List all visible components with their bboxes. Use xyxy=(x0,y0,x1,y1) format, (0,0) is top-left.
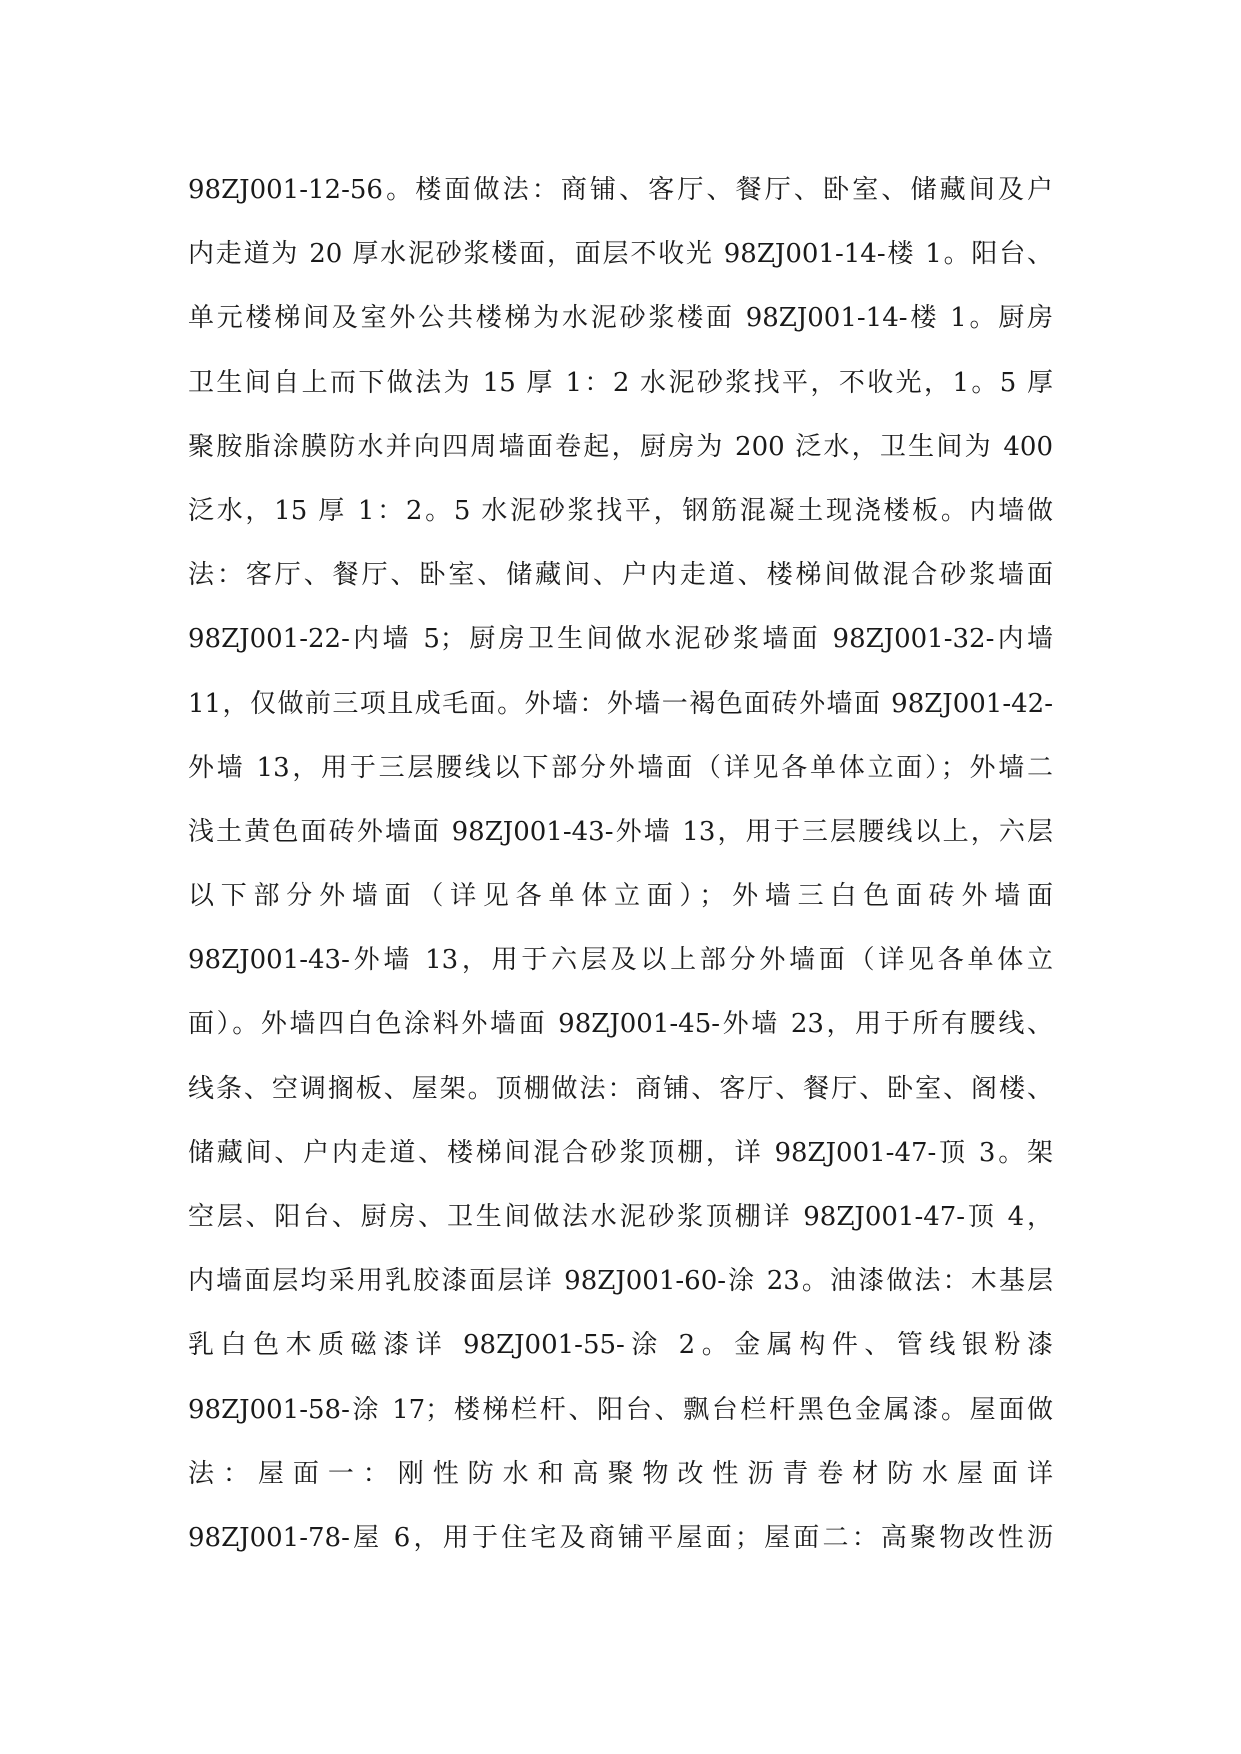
text-line: 储藏间、户内走道、楼梯间混合砂浆顶棚，详 98ZJ001-47-顶 3。架 xyxy=(188,1137,1053,1168)
text-line: 空层、阳台、厨房、卫生间做法水泥砂浆顶棚详 98ZJ001-47-顶 4， xyxy=(188,1202,1053,1232)
text-line: 98ZJ001-58-涂 17；楼梯栏杆、阳台、飘台栏杆黑色金属漆。屋面做 xyxy=(188,1394,1053,1425)
text-line: 98ZJ001-22-内墙 5；厨房卫生间做水泥砂浆墙面 98ZJ001-32-内墙 xyxy=(188,624,1053,655)
text-line: 卫生间自上而下做法为 15 厚 1：2 水泥砂浆找平，不收光，1。5 厚 xyxy=(188,367,1053,398)
text-line: 泛水，15 厚 1：2。5 水泥砂浆找平，钢筋混凝土现浇楼板。内墙做 xyxy=(188,495,1053,526)
text-line: 内墙面层均采用乳胶漆面层详 98ZJ001-60-涂 23。油漆做法：木基层 xyxy=(188,1266,1053,1297)
text-line: 98ZJ001-43-外墙 13，用于六层及以上部分外墙面（详见各单体立 xyxy=(188,945,1053,976)
text-line: 外墙 13，用于三层腰线以下部分外墙面（详见各单体立面）；外墙二 xyxy=(188,752,1053,783)
text-line: 以下部分外墙面（详见各单体立面）；外墙三白色面砖外墙面 xyxy=(188,881,1053,912)
text-line: 11，仅做前三项且成毛面。外墙：外墙一褐色面砖外墙面 98ZJ001-42- xyxy=(188,688,1053,719)
text-line: 法：屋面一：刚性防水和高聚物改性沥青卷材防水屋面详 xyxy=(188,1458,1053,1489)
text-line: 内走道为 20 厚水泥砂浆楼面，面层不收光 98ZJ001-14-楼 1。阳台、 xyxy=(188,239,1053,270)
text-line: 98ZJ001-12-56。楼面做法：商铺、客厅、餐厅、卧室、储藏间及户 xyxy=(188,175,1053,205)
text-line: 98ZJ001-78-屋 6，用于住宅及商铺平屋面；屋面二：高聚物改性沥 xyxy=(188,1522,1053,1553)
text-line: 浅土黄色面砖外墙面 98ZJ001-43-外墙 13，用于三层腰线以上，六层 xyxy=(188,816,1053,847)
text-line: 聚胺脂涂膜防水并向四周墙面卷起，厨房为 200 泛水，卫生间为 400 xyxy=(188,431,1053,462)
text-line: 单元楼梯间及室外公共楼梯为水泥砂浆楼面 98ZJ001-14-楼 1。厨房 xyxy=(188,303,1053,334)
body-text xyxy=(188,158,1053,1570)
text-line: 法：客厅、餐厅、卧室、储藏间、户内走道、楼梯间做混合砂浆墙面 xyxy=(188,560,1053,591)
text-line: 线条、空调搁板、屋架。顶棚做法：商铺、客厅、餐厅、卧室、阁楼、 xyxy=(188,1073,1053,1104)
text-line: 面）。外墙四白色涂料外墙面 98ZJ001-45-外墙 23，用于所有腰线、 xyxy=(188,1009,1053,1040)
text-line: 乳白色木质磁漆详 98ZJ001-55-涂 2。金属构件、管线银粉漆 xyxy=(188,1330,1053,1361)
